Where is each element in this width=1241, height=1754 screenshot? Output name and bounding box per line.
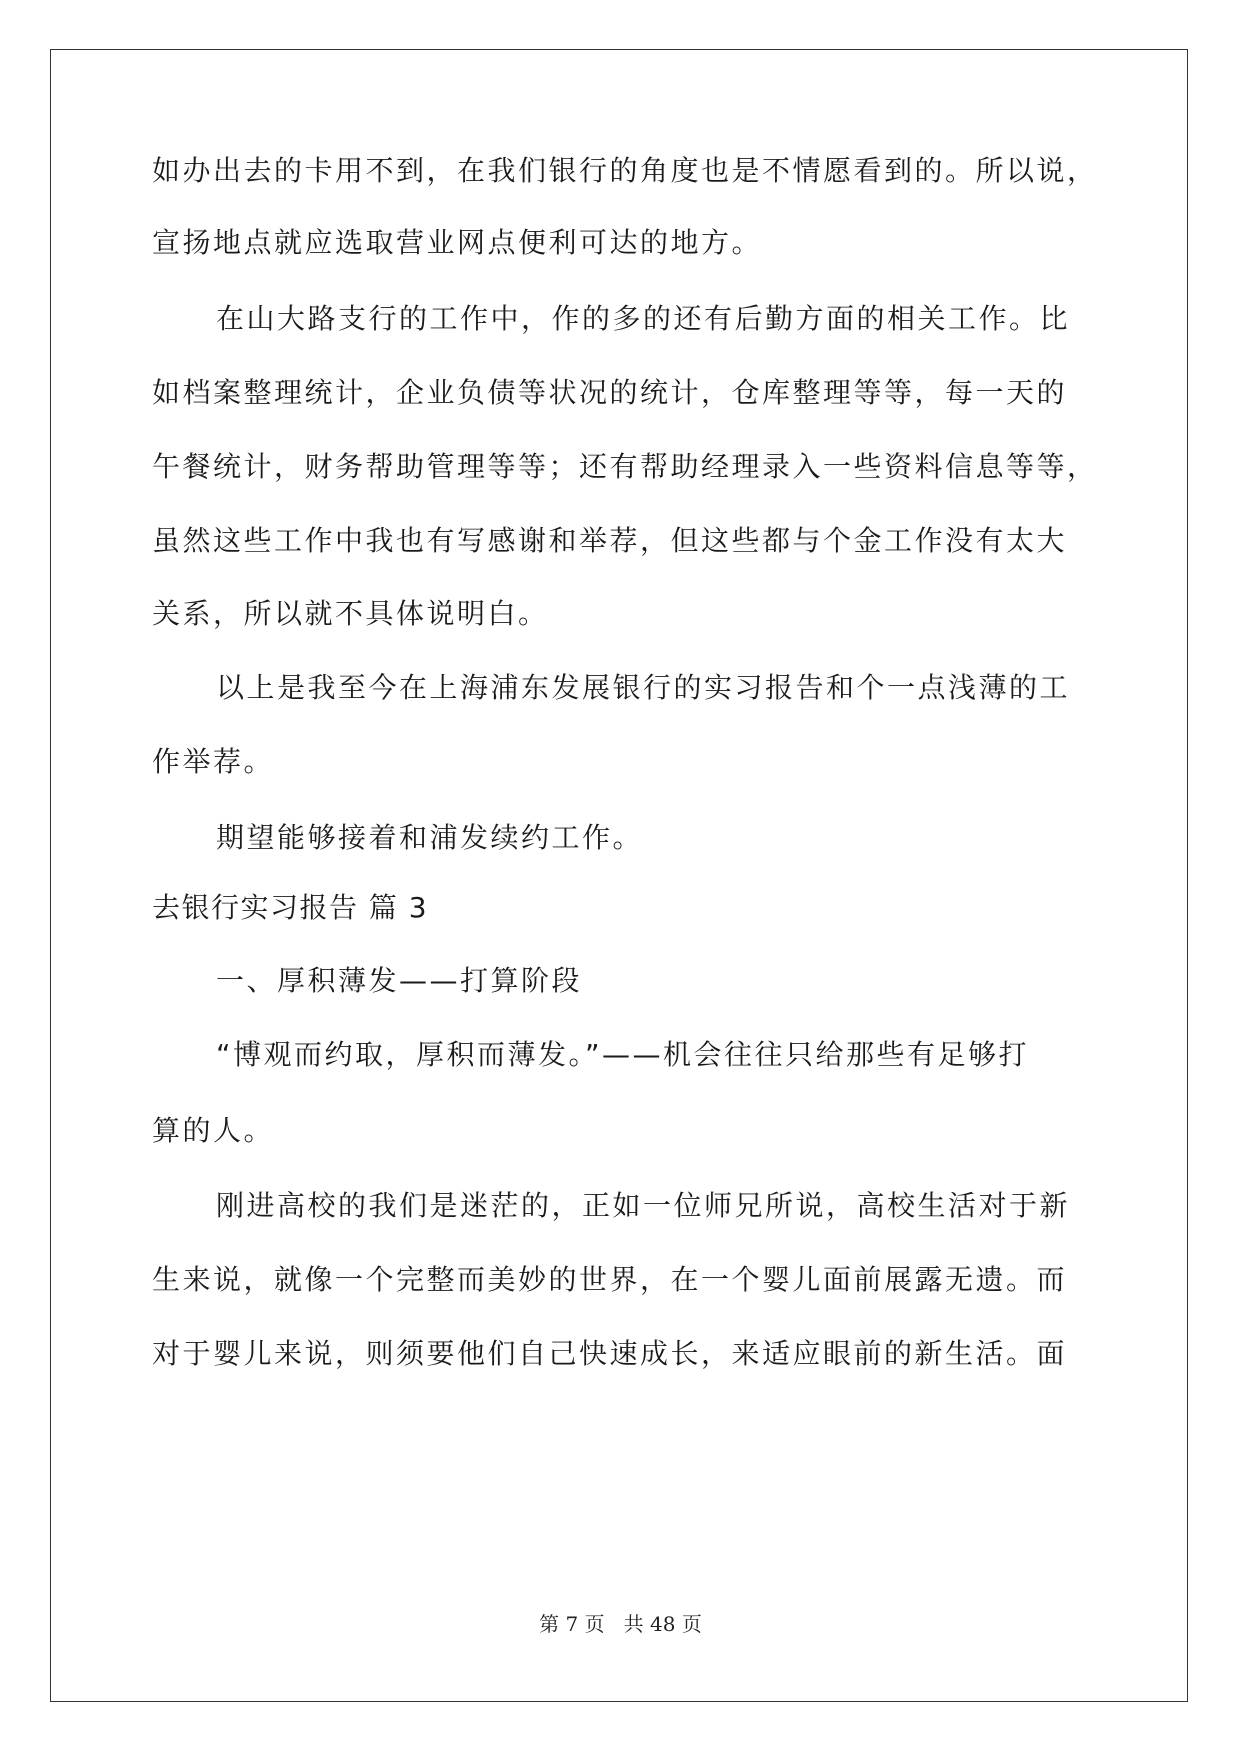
- text-line: 刚进高校的我们是迷茫的，正如一位师兄所说，高校生活对于新: [216, 1189, 1071, 1222]
- text-line: 午餐统计，财务帮助管理等等；还有帮助经理录入一些资料信息等等，: [152, 450, 1098, 483]
- text-line: 在山大路支行的工作中，作的多的还有后勤方面的相关工作。比: [216, 302, 1071, 335]
- text-line: “博观而约取，厚积而薄发。”——机会往往只给那些有足够打: [216, 1038, 1030, 1071]
- page-number-label: 第 7 页 共 48 页: [539, 1612, 702, 1636]
- page-footer: [0, 1612, 1241, 1636]
- text-line: 如办出去的卡用不到，在我们银行的角度也是不情愿看到的。所以说，: [152, 154, 1098, 187]
- text-line: 关系，所以就不具体说明白。: [152, 597, 549, 630]
- text-line: 如档案整理统计，企业负债等状况的统计，仓库整理等等，每一天的: [152, 376, 1068, 409]
- text-line: 对于婴儿来说，则须要他们自己快速成长，来适应眼前的新生活。面: [152, 1337, 1068, 1370]
- text-line: 期望能够接着和浦发续约工作。: [216, 821, 644, 854]
- text-line: 宣扬地点就应选取营业网点便利可达的地方。: [152, 226, 763, 259]
- text-line: 以上是我至今在上海浦东发展银行的实习报告和个一点浅薄的工: [216, 671, 1071, 704]
- text-line: 作举荐。: [152, 745, 275, 778]
- text-line: 生来说，就像一个完整而美妙的世界，在一个婴儿面前展露无遗。而: [152, 1263, 1068, 1296]
- text-line: 虽然这些工作中我也有写感谢和举荐，但这些都与个金工作没有太大: [152, 524, 1068, 557]
- page-border: [50, 49, 1188, 1702]
- section-heading: 去银行实习报告 篇 3: [152, 891, 429, 924]
- subheading: 一、厚积薄发——打算阶段: [216, 964, 583, 997]
- text-line: 算的人。: [152, 1114, 275, 1147]
